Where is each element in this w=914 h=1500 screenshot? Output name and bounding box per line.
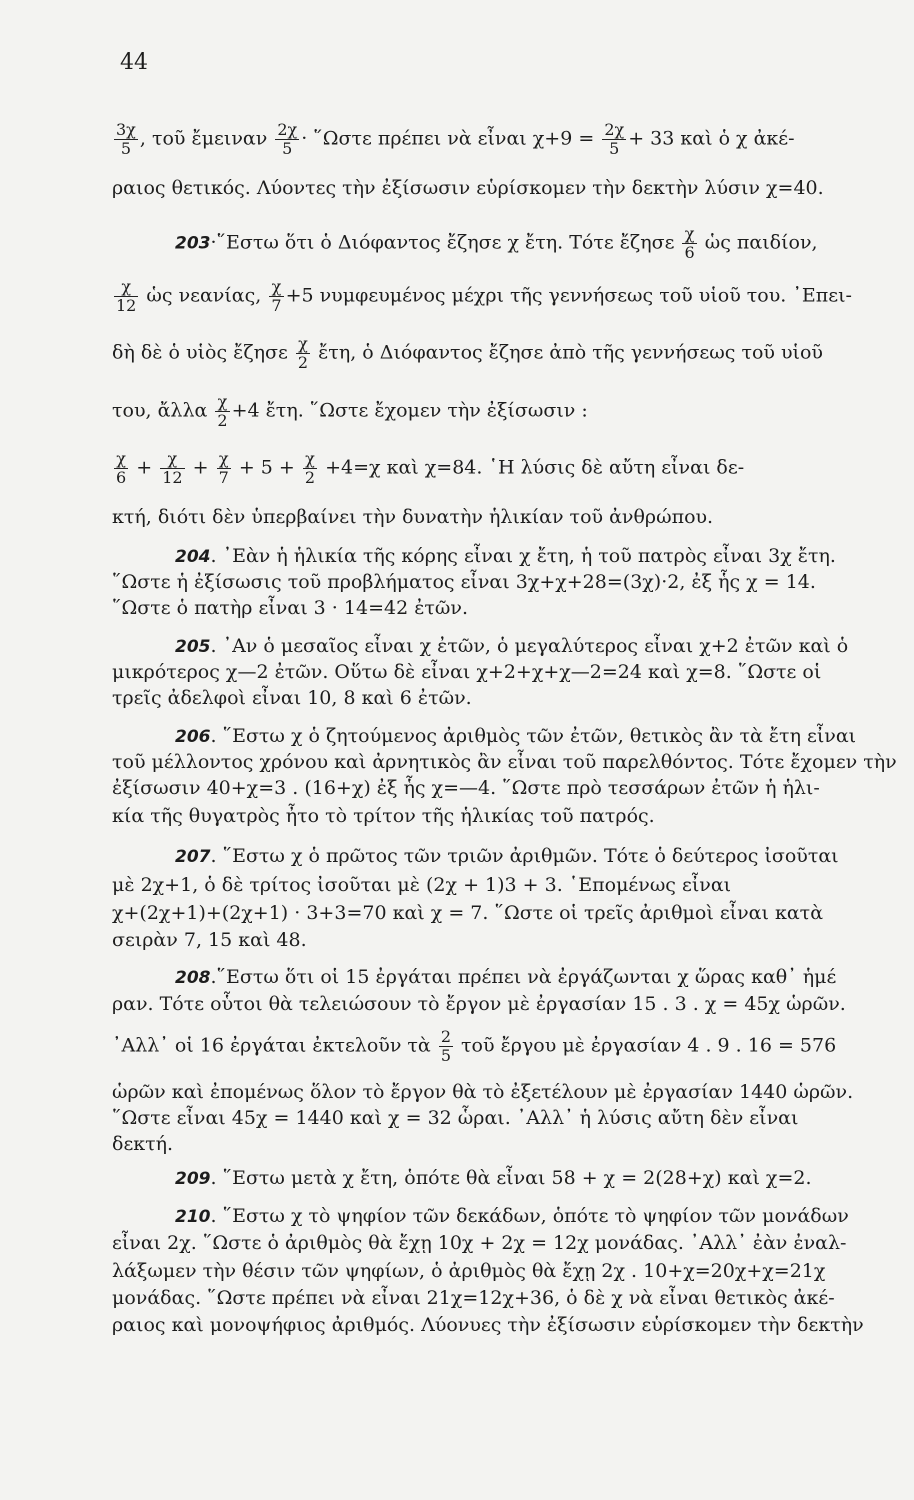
fraction: $\frac{\chi}{12}$ [116, 277, 137, 315]
text-line: μονάδας. ῞Ωστε πρέπει νὰ εἶναι 21χ=12χ+36, ὁ δὲ χ νὰ εἶναι θετικὸς ἀκέ- [112, 1287, 835, 1309]
problem-number: 209 [175, 1169, 211, 1189]
text-line: του, ἄλλα $\frac{\chi}{2}$ +4 ἔτη. ῞Ωστε ἔχομεν τὴν ἐξίσωσιν : [112, 392, 588, 430]
text-line: κία τῆς θυγατρὸς ἦτο τὸ τρίτον τῆς ἡλικίας τοῦ πατρός. [112, 805, 655, 827]
text-line: ὡρῶν καὶ ἐπομένως ὅλον τὸ ἔργον θὰ τὸ ἐξετέλουν μὲ ἐργασίαν 1440 ὡρῶν. [112, 1081, 854, 1103]
problem-number: 207 [175, 847, 211, 867]
text-line: ῞Ωστε εἶναι 45χ = 1440 καὶ χ = 32 ὧραι. ᾽Αλλ᾽ ἡ λύσις αὔτη δὲν εἶναι [112, 1107, 799, 1129]
text-line: εἶναι 2χ. ῞Ωστε ὁ ἀριθμὸς θὰ ἔχῃ 10χ + 2χ = 12χ μονάδας. ᾽Αλλ᾽ ἐὰν ἐναλ- [112, 1232, 847, 1254]
text-line: 210. ῞Εστω χ τὸ ψηφίον τῶν δεκάδων, ὁπότε τὸ ψηφίον τῶν μονάδων [175, 1205, 849, 1227]
text-line: 205. ᾽Αν ὁ μεσαῖος εἶναι χ ἐτῶν, ὁ μεγαλύτερος εἶναι χ+2 ἐτῶν καὶ ὁ [175, 635, 849, 657]
fraction: $\frac{\chi}{2}$ [217, 392, 228, 430]
fraction: $\frac{\chi}{2}$ [297, 334, 309, 372]
text-line: χ+(2χ+1)+(2χ+1) · 3+3=70 καὶ χ = 7. ῞Ωστε οἱ τρεῖς ἀριθμοὶ εἶναι κατὰ [112, 902, 824, 924]
text-line: τρεῖς ἀδελφοὶ εἶναι 10, 8 καὶ 6 ἐτῶν. [112, 687, 472, 709]
problem-number: 205 [175, 637, 211, 657]
fraction: $\frac{\chi}{2}$ [304, 449, 316, 487]
problem-number: 206 [175, 727, 211, 747]
text-line: ῞Ωστε ἡ ἐξίσωσις τοῦ προβλήματος εἶναι 3χ+χ+28=(3χ)·2, ἐξ ἧς χ = 14. [112, 571, 816, 593]
text-line: 207. ῞Εστω χ ὁ πρῶτος τῶν τριῶν ἀριθμῶν. Τότε ὁ δεύτερος ἰσοῦται [175, 845, 839, 867]
text-line: $\frac{3\chi}{5}$ , τοῦ ἔμειναν $\frac{2\chi}{5}$ · ῞Ωστε πρέπει νὰ εἶναι χ+9 = $\frac{2\chi}{5}$ + 33 καὶ ὁ χ ἀκέ- [116, 120, 795, 158]
text-line: $\frac{\chi}{12}$ ὡς νεανίας, $\frac{\chi}{7}$ +5 νυμφευμένος μέχρι τῆς γεννήσεως τοῦ υἱοῦ του. ᾿Επει- [116, 277, 852, 315]
fraction: $\frac{\chi}{7}$ [271, 277, 282, 315]
text-line: δὴ δὲ ὁ υἱὸς ἔζησε $\frac{\chi}{2}$ ἔτη, ὁ Διόφαντος ἔζησε ἀπὸ τῆς γεννήσεως τοῦ υἱοῦ [112, 334, 823, 372]
text-line: ἐξίσωσιν 40+χ=3 . (16+χ) ἐξ ἧς χ=—4. ῞Ωστε πρὸ τεσσάρων ἐτῶν ἡ ἡλι- [112, 777, 820, 799]
text-line: τοῦ μέλλοντος χρόνου καὶ ἀρνητικὸς ἂν εἶναι τοῦ παρελθόντος. Τότε ἔχομεν τὴν [112, 751, 897, 773]
fraction: $\frac{\chi}{12}$ [162, 449, 183, 487]
text-line: 208.῞Εστω ὅτι οἱ 15 ἐργάται πρέπει νὰ ἐργάζωνται χ ὥρας καθ᾽ ἡμέ [175, 966, 837, 988]
text-line: 206. ῞Εστω χ ὁ ζητούμενος ἀριθμὸς τῶν ἐτῶν, θετικὸς ἂν τὰ ἔτη εἶναι [175, 725, 857, 747]
text-line: δεκτή. [112, 1133, 174, 1155]
text-line: ραιος καὶ μονοψήφιος ἀριθμός. Λύονυες τὴν ἐξίσωσιν εὑρίσκομεν τὴν δεκτὴν [112, 1314, 864, 1336]
fraction: $\frac{\chi}{7}$ [218, 449, 229, 487]
text-line: λάξωμεν τὴν θέσιν τῶν ψηφίων, ὁ ἀριθμὸς θὰ ἔχῃ 2χ . 10+χ=20χ+χ=21χ [112, 1260, 826, 1282]
text-line: ραν. Τότε οὗτοι θὰ τελειώσουν τὸ ἔργον μὲ ἐργασίαν 15 . 3 . χ = 45χ ὡρῶν. [112, 993, 846, 1015]
fraction: $\frac{2\chi}{5}$ [277, 120, 298, 158]
text-line: 204. ᾿Εὰν ἡ ἡλικία τῆς κόρης εἶναι χ ἔτη, ἡ τοῦ πατρὸς εἶναι 3χ ἔτη. [175, 545, 836, 567]
problem-number: 204 [175, 547, 211, 567]
page-number: 44 [120, 50, 148, 75]
fraction: $\frac{3\chi}{5}$ [116, 120, 136, 158]
text-line: ραιος θετικός. Λύοντες τὴν ἐξίσωσιν εὑρίσκομεν τὴν δεκτὴν λύσιν χ=40. [112, 177, 824, 199]
problem-number: 210 [175, 1207, 211, 1227]
text-line: $\frac{\chi}{6}$ + $\frac{\chi}{12}$ + $\frac{\chi}{7}$ + 5 + $\frac{\chi}{2}$ +4=χ καὶ χ=84. ῾Η λύσις δὲ αὔτη εἶναι δε- [116, 449, 745, 487]
problem-number: 208 [175, 968, 211, 988]
problem-number: 203 [175, 233, 211, 254]
text-line: μικρότερος χ—2 ἐτῶν. Οὕτω δὲ εἶναι χ+2+χ+χ—2=24 καὶ χ=8. ῞Ωστε οἱ [112, 661, 822, 683]
fraction: $\frac{\chi}{6}$ [116, 449, 127, 487]
fraction: $\frac{2\chi}{5}$ [604, 120, 625, 158]
text-line: κτή, διότι δὲν ὑπερβαίνει τὴν δυνατὴν ἡλικίαν τοῦ ἀνθρώπου. [112, 506, 714, 528]
text-line: μὲ 2χ+1, ὁ δὲ τρίτος ἰσοῦται μὲ (2χ + 1)3 + 3. ῾Επομένως εἶναι [112, 874, 732, 896]
text-line: ᾽Αλλ᾽ οἱ 16 ἐργάται ἐκτελοῦν τὰ $\frac{2}{5}$ τοῦ ἔργου μὲ ἐργασίαν 4 . 9 . 16 = 576 [112, 1027, 837, 1065]
text-line: 209. ῞Εστω μετὰ χ ἔτη, ὁπότε θὰ εἶναι 58 + χ = 2(28+χ) καὶ χ=2. [175, 1167, 812, 1189]
text-line: ῞Ωστε ὁ πατὴρ εἶναι 3 · 14=42 ἐτῶν. [112, 597, 468, 619]
text-line: σειρὰν 7, 15 καὶ 48. [112, 929, 307, 951]
fraction: $\frac{\chi}{6}$ [684, 224, 695, 262]
text-line: 203·῞Εστω ὅτι ὁ Διόφαντος ἔζησε χ ἔτη. Τότε ἔζησε $\frac{\chi}{6}$ ὡς παιδίον, [175, 224, 818, 262]
fraction: $\frac{2}{5}$ [440, 1027, 451, 1065]
